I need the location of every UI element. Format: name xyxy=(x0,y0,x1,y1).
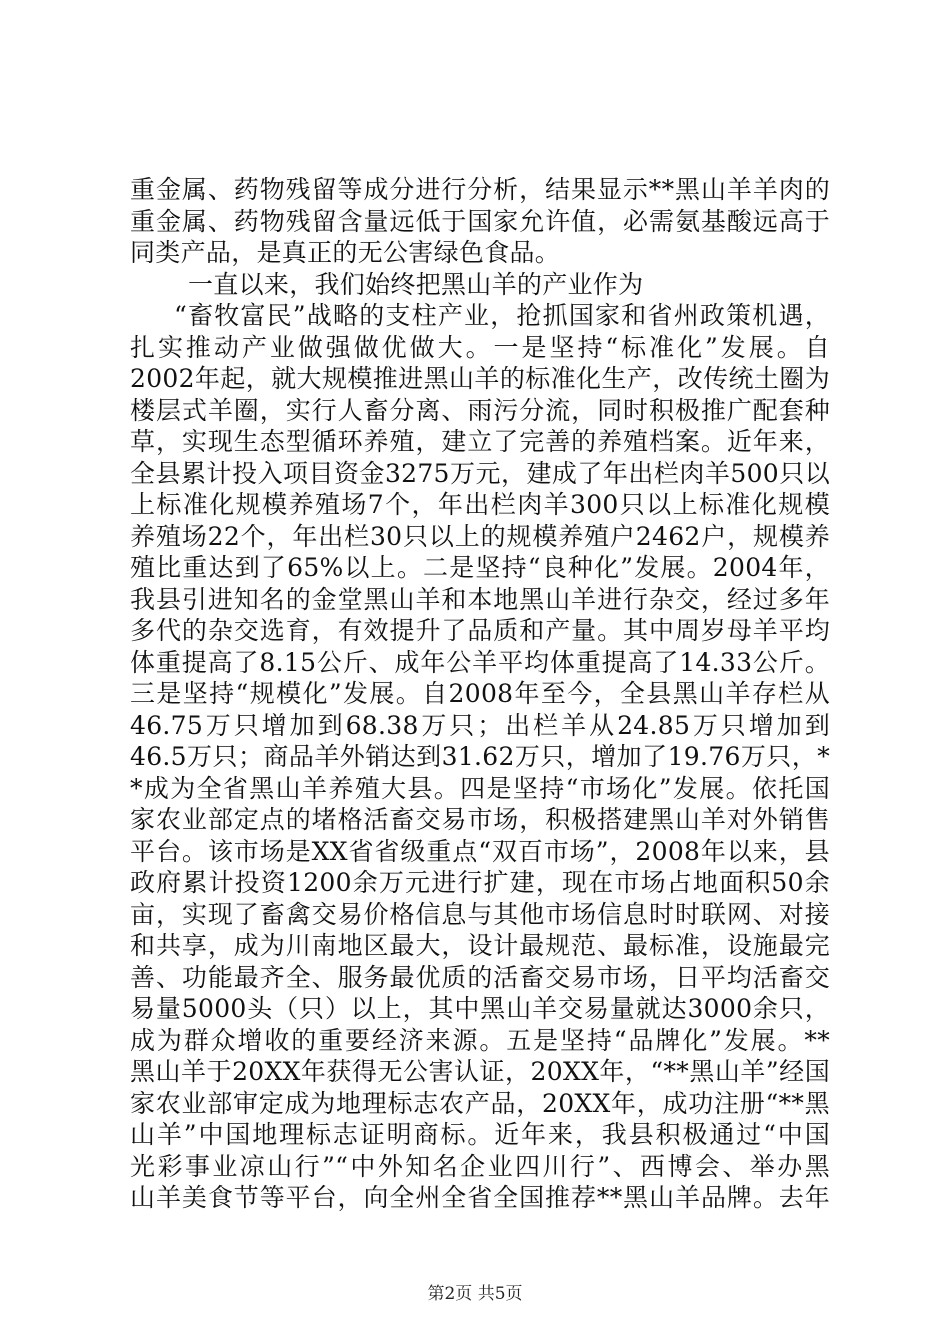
text-line: 养殖场22个，年出栏30只以上的规模养殖户2462户，规模养 xyxy=(130,521,830,551)
text-line: 46.5万只；商品羊外销达到31.62万只，增加了19.76万只，* xyxy=(130,742,830,771)
text-line: 政府累计投资1200余万元进行扩建，现在市场占地面积50余 xyxy=(130,868,830,897)
text-line: *成为全省黑山羊养殖大县。四是坚持“市场化”发展。依托国 xyxy=(130,773,830,803)
text-line: 2002年起，就大规模推进黑山羊的标准化生产，改传统土圈为 xyxy=(130,364,830,393)
page-number-footer: 第2页 共5页 xyxy=(427,1284,523,1304)
text-line: 全县累计投入项目资金3275万元，建成了年出栏肉羊500只以 xyxy=(130,458,830,488)
text-line: 山羊”中国地理标志证明商标。近年来，我县积极通过“中国 xyxy=(130,1120,830,1149)
text-line: 山羊美食节等平台，向全州全省全国推荐**黑山羊品牌。去年 xyxy=(130,1183,830,1212)
text-line: 同类产品，是真正的无公害绿色食品。 xyxy=(130,238,561,267)
text-line: 上标准化规模养殖场7个，年出栏肉羊300只以上标准化规模 xyxy=(130,490,830,519)
text-line: 黑山羊于20XX年获得无公害认证，20XX年，“**黑山羊”经国 xyxy=(130,1057,830,1086)
text-line: 家农业部审定成为地理标志农产品，20XX年，成功注册“**黑 xyxy=(130,1088,830,1118)
text-line: 易量5000头（只）以上，其中黑山羊交易量就达3000余只， xyxy=(130,994,830,1023)
text-line: 三是坚持“规模化”发展。自2008年至今，全县黑山羊存栏从 xyxy=(130,679,830,708)
text-line: 体重提高了8.15公斤、成年公羊平均体重提高了14.33公斤。 xyxy=(130,647,830,677)
text-line: 亩，实现了畜禽交易价格信息与其他市场信息时时联网、对接 xyxy=(130,899,830,929)
text-line: 草，实现生态型循环养殖，建立了完善的养殖档案。近年来， xyxy=(130,427,830,456)
text-line: 我县引进知名的金堂黑山羊和本地黑山羊进行杂交，经过多年 xyxy=(130,584,830,614)
text-line: 成为群众增收的重要经济来源。五是坚持“品牌化”发展。** xyxy=(130,1025,830,1055)
paragraph-start-line: 一直以来，我们始终把黑山羊的产业作为 xyxy=(188,269,644,299)
text-line: 扎实推动产业做强做优做大。一是坚持“标准化”发展。自 xyxy=(130,332,830,362)
text-line: 家农业部定点的堵格活畜交易市场，积极搭建黑山羊对外销售 xyxy=(130,805,830,834)
text-line: 多代的杂交选育，有效提升了品质和产量。其中周岁母羊平均 xyxy=(130,616,830,645)
text-line: 殖比重达到了65%以上。二是坚持“良种化”发展。2004年， xyxy=(130,553,830,582)
document-body xyxy=(130,174,830,1214)
text-line: 和共享，成为川南地区最大，设计最规范、最标准，设施最完 xyxy=(130,931,830,960)
text-line: 平台。该市场是XX省省级重点“双百市场”，2008年以来，县 xyxy=(130,836,830,866)
text-line: 善、功能最齐全、服务最优质的活畜交易市场，日平均活畜交 xyxy=(130,962,830,992)
text-line: 重金属、药物残留含量远低于国家允许值，必需氨基酸远高于 xyxy=(130,206,830,236)
text-line: 重金属、药物残留等成分进行分析，结果显示**黑山羊羊肉的 xyxy=(130,175,830,204)
text-line: 46.75万只增加到68.38万只；出栏羊从24.85万只增加到 xyxy=(130,710,830,740)
text-line: 光彩事业凉山行”“中外知名企业四川行”、西博会、举办黑 xyxy=(130,1151,830,1181)
text-line: “畜牧富民”战略的支柱产业，抢抓国家和省州政策机遇， xyxy=(174,301,830,330)
text-line: 楼层式羊圈，实行人畜分离、雨污分流，同时积极推广配套种 xyxy=(130,395,830,425)
